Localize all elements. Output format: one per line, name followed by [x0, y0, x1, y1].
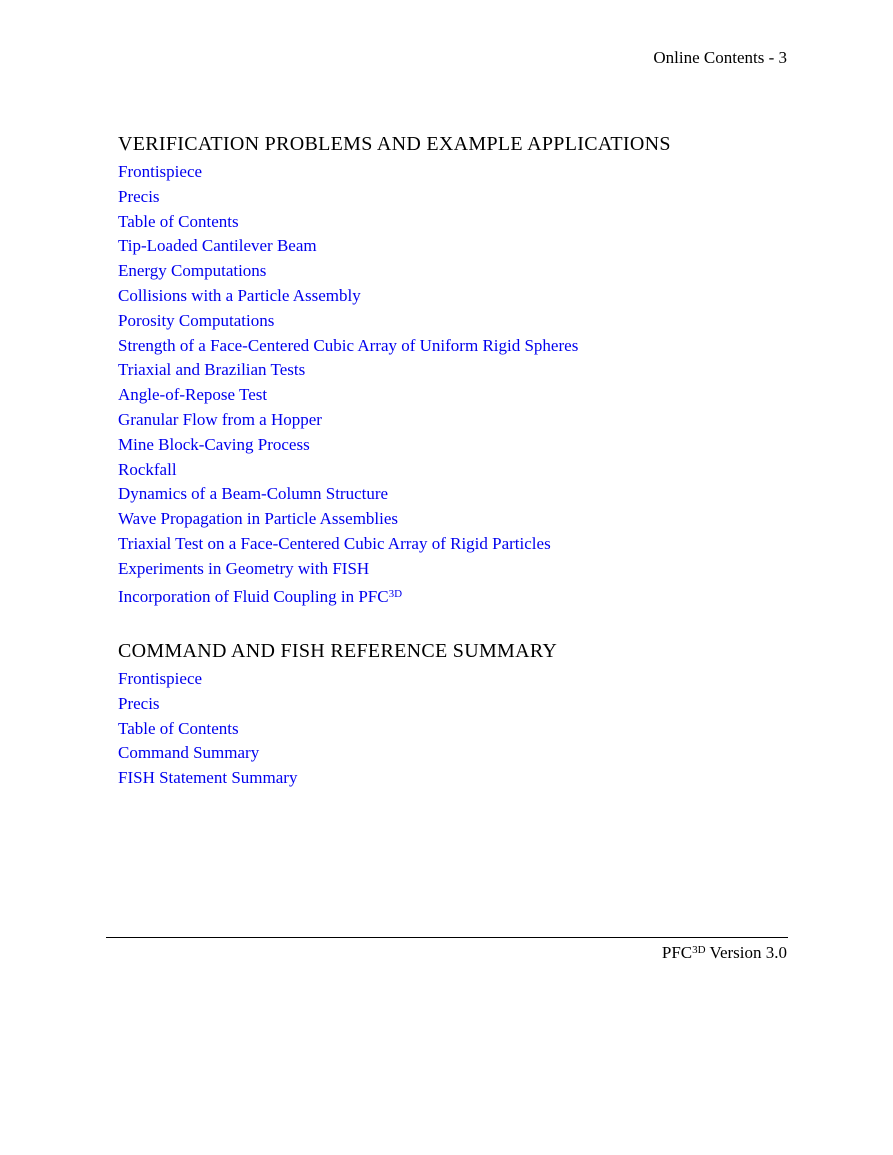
link-triaxial-brazilian-tests[interactable]: Triaxial and Brazilian Tests — [118, 360, 306, 380]
link-precis[interactable]: Precis — [118, 186, 160, 206]
list-item — [118, 482, 671, 507]
footer-product: PFC — [661, 943, 693, 962]
link-frontispiece[interactable]: Frontispiece — [118, 669, 203, 688]
list-item — [118, 210, 671, 235]
link-wave-propagation[interactable]: Wave Propagation in Particle Assemblies — [118, 509, 399, 529]
link-mine-block-caving[interactable]: Mine Block-Caving Process — [118, 434, 310, 454]
link-table-of-contents[interactable]: Table of Contents — [118, 718, 239, 738]
link-tip-loaded-cantilever-beam[interactable]: Tip-Loaded Cantilever Beam — [118, 236, 317, 256]
link-fluid-coupling-text: Incorporation of Fluid Coupling in PFC — [118, 586, 389, 606]
list-item — [118, 582, 671, 607]
link-table-of-contents[interactable]: Table of Contents — [118, 211, 239, 231]
footer-divider — [106, 937, 788, 938]
list-item — [118, 557, 671, 582]
link-porosity-computations[interactable]: Porosity Computations — [118, 310, 275, 330]
list-item — [118, 532, 671, 557]
link-triaxial-test-fcc-array[interactable]: Triaxial Test on a Face-Centered Cubic Array of Rigid Particles — [118, 533, 551, 553]
list-item — [118, 234, 671, 259]
superscript-3d: 3D — [388, 587, 403, 600]
list-item — [118, 259, 671, 284]
link-strength-fcc-array[interactable]: Strength of a Face-Centered Cubic Array of Uniform Rigid Spheres — [118, 335, 579, 355]
section-verification-problems — [118, 132, 671, 606]
list-item — [118, 309, 671, 334]
link-fluid-coupling[interactable] — [118, 587, 402, 606]
link-experiments-geometry-fish[interactable]: Experiments in Geometry with FISH — [118, 558, 370, 578]
footer-version: Version 3.0 — [709, 943, 787, 962]
list-item — [118, 433, 671, 458]
link-dynamics-beam-column[interactable]: Dynamics of a Beam-Column Structure — [118, 484, 389, 504]
list-item — [118, 383, 671, 408]
section-command-fish-reference — [118, 639, 557, 791]
link-energy-computations[interactable]: Energy Computations — [118, 261, 267, 281]
list-item — [118, 667, 557, 692]
page-footer — [662, 940, 787, 963]
footer-superscript: 3D — [692, 944, 706, 956]
link-frontispiece[interactable]: Frontispiece — [118, 162, 203, 181]
link-command-summary[interactable]: Command Summary — [118, 743, 260, 763]
list-item — [118, 692, 557, 717]
link-angle-of-repose-test[interactable]: Angle-of-Repose Test — [118, 385, 268, 405]
page-header: Online Contents - 3 — [653, 48, 787, 67]
list-item — [118, 358, 671, 383]
list-item — [118, 160, 671, 185]
list-item — [118, 741, 557, 766]
link-precis[interactable]: Precis — [118, 693, 160, 713]
section-title: COMMAND AND FISH REFERENCE SUMMARY — [118, 640, 558, 662]
link-rockfall[interactable]: Rockfall — [118, 459, 177, 479]
link-list — [118, 667, 557, 791]
link-collisions-particle-assembly[interactable]: Collisions with a Particle Assembly — [118, 285, 361, 305]
list-item — [118, 185, 671, 210]
link-list — [118, 160, 671, 606]
list-item — [118, 766, 557, 791]
list-item — [118, 408, 671, 433]
list-item — [118, 507, 671, 532]
list-item — [118, 458, 671, 483]
list-item — [118, 334, 671, 359]
link-fish-statement-summary[interactable]: FISH Statement Summary — [118, 768, 298, 788]
link-granular-flow-hopper[interactable]: Granular Flow from a Hopper — [118, 409, 322, 429]
list-item — [118, 284, 671, 309]
list-item — [118, 717, 557, 742]
section-title: VERIFICATION PROBLEMS AND EXAMPLE APPLICATIONS — [118, 133, 671, 155]
